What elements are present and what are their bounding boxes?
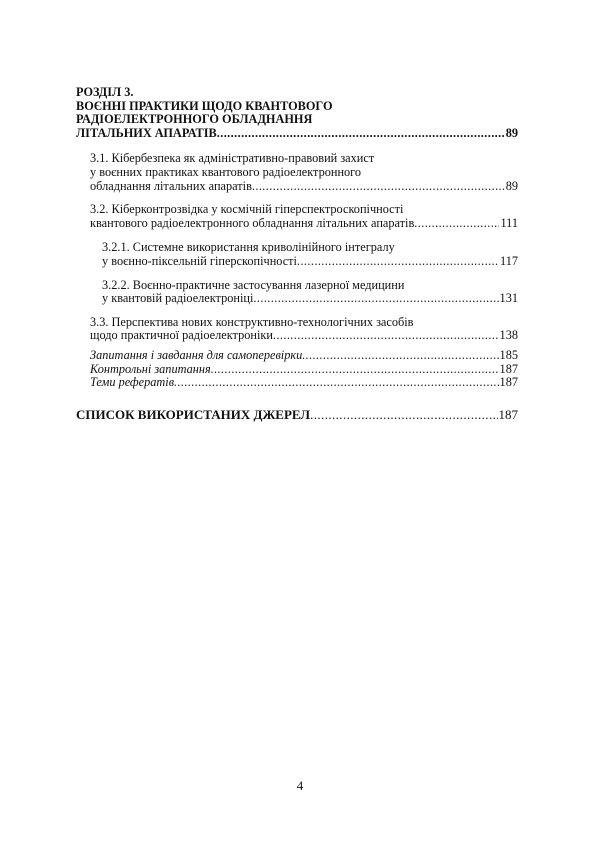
- toc-line: Контрольні запитання: [90, 361, 211, 376]
- toc-page-number: 185: [499, 347, 518, 362]
- toc-line: у квантовій радіоелектроніці: [102, 291, 254, 306]
- toc-line: 3.2. Кіберконтрозвідка у космічній гіперспектроскопічності: [90, 202, 404, 217]
- toc-page-number: 138: [499, 328, 518, 343]
- toc-page-number: 111: [500, 215, 518, 230]
- dot-leader: [297, 255, 499, 269]
- toc-line: квантового радіоелектронного обладнання літальних апаратів: [90, 215, 415, 230]
- dot-leader: [302, 349, 498, 363]
- toc-line: 3.3. Перспектива нових конструктивно-технологічних засобів: [90, 314, 414, 329]
- toc-section-3-1[interactable]: [76, 152, 518, 193]
- toc-page-number: 89: [505, 178, 518, 193]
- toc-section-3-2-1[interactable]: [76, 241, 518, 268]
- toc-line: РОЗДІЛ 3.: [76, 85, 134, 99]
- dot-leader: [217, 127, 505, 141]
- toc-page-number: 117: [500, 253, 518, 268]
- dot-leader: [253, 292, 498, 306]
- toc-line: у воєнних практиках квантового радіоелектронного: [90, 164, 362, 179]
- toc-line: Запитання і завдання для самоперевірки: [90, 347, 303, 362]
- dot-leader: [252, 180, 505, 194]
- dot-leader: [174, 376, 499, 390]
- toc-line: 3.2.2. Воєнно-практичне застосування лазерної медицини: [102, 277, 405, 292]
- toc-line: СПИСОК ВИКОРИСТАНИХ ДЖЕРЕЛ: [76, 406, 311, 422]
- toc-bibliography[interactable]: [76, 408, 518, 422]
- toc-line: ЛІТАЛЬНИХ АПАРАТІВ: [76, 125, 217, 140]
- toc-self-check-questions[interactable]: [76, 349, 518, 363]
- dot-leader: [273, 329, 499, 343]
- toc-page-number: 89: [505, 125, 518, 140]
- toc-line: у воєнно-піксельній гіперскопічності: [102, 253, 297, 268]
- toc-chapter-3[interactable]: [76, 86, 518, 140]
- dot-leader: [414, 217, 499, 231]
- toc-control-questions[interactable]: [76, 363, 518, 377]
- toc-line: ВОЄННІ ПРАКТИКИ ЩОДО КВАНТОВОГО: [76, 98, 333, 113]
- toc-line: 3.2.1. Системне використання криволінійного інтегралу: [102, 240, 395, 255]
- toc-line: щодо практичної радіоелектроніки: [90, 328, 273, 343]
- dot-leader: [211, 363, 499, 377]
- toc-section-3-2-2[interactable]: [76, 279, 518, 306]
- toc-section-3-2[interactable]: [76, 203, 518, 230]
- toc-line: 3.1. Кібербезпека як адміністративно-правовий захист: [90, 151, 375, 166]
- toc-page-number: 187: [499, 361, 518, 376]
- toc-page-number: 187: [499, 375, 518, 390]
- toc-essay-topics[interactable]: [76, 376, 518, 390]
- toc-page-number: 131: [499, 291, 518, 306]
- page-number: 4: [296, 778, 304, 793]
- toc-line: обладнання літальних апаратів: [90, 178, 252, 193]
- toc-page-number: 187: [498, 406, 518, 422]
- toc-section-3-3[interactable]: [76, 316, 518, 343]
- toc-line: РАДІОЕЛЕКТРОННОГО ОБЛАДНАННЯ: [76, 112, 313, 127]
- table-of-contents: [76, 86, 518, 421]
- toc-line: Теми рефератів: [90, 375, 175, 390]
- dot-leader: [310, 408, 497, 422]
